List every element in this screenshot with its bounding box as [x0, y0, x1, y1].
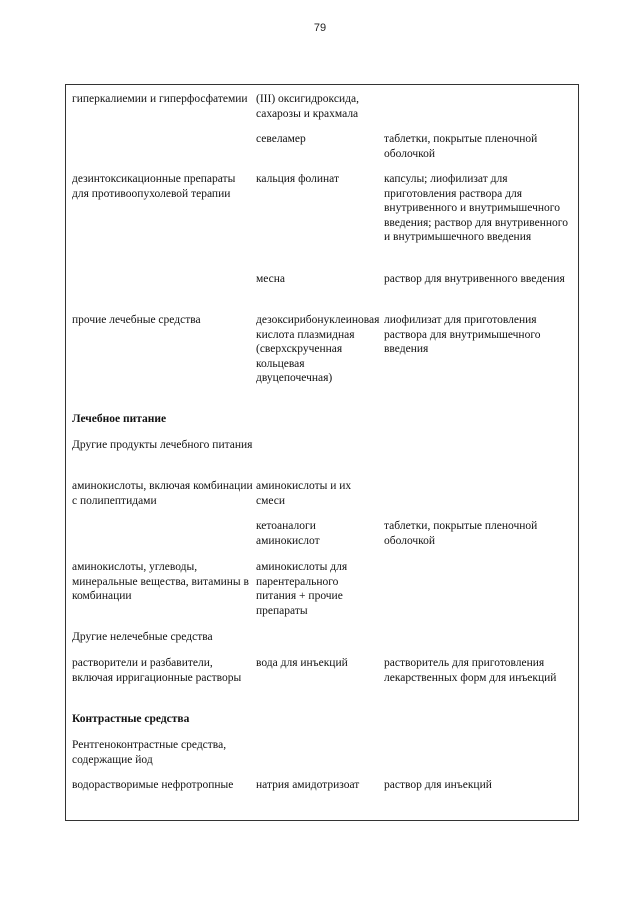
- cell-form: таблетки, покрытые пленочной оболочкой: [384, 520, 538, 547]
- cell-substance: аминокислоты и их смеси: [256, 480, 352, 507]
- cell-substance: аминокислоты для парентерального питания + прочие препараты: [256, 561, 348, 617]
- cell-substance: (III) оксигидроксида, сахарозы и крахмала: [256, 93, 359, 120]
- cell-form: раствор для внутривенного введения: [384, 273, 565, 285]
- cell-substance: вода для инъекций: [256, 657, 348, 669]
- cell-substance: севеламер: [256, 133, 306, 145]
- cell-group: Другие продукты лечебного питания: [72, 439, 253, 451]
- cell-group: прочие лечебные средства: [72, 314, 201, 326]
- page-number: 79: [313, 22, 327, 34]
- cell-substance: кетоаналоги аминокислот: [256, 520, 320, 547]
- cell-form: таблетки, покрытые пленочной оболочкой: [384, 133, 538, 160]
- section-heading: Лечебное питание: [72, 413, 167, 425]
- cell-substance: месна: [256, 273, 286, 285]
- cell-substance: дезоксирибонуклеиновая кислота плазмидная (сверхскрученная кольцевая двуцепочечная): [256, 314, 380, 384]
- cell-group: дезинтоксикационные препараты для противоопухолевой терапии: [72, 173, 236, 200]
- cell-group: Рентгеноконтрастные средства, содержащие йод: [72, 739, 227, 766]
- cell-group: аминокислоты, углеводы, минеральные вещества, витамины в комбинации: [72, 561, 249, 602]
- cell-group: водорастворимые нефротропные: [72, 779, 234, 791]
- cell-group: гиперкалиемии и гиперфосфатемии: [72, 93, 248, 105]
- section-heading: Контрастные средства: [72, 713, 190, 725]
- cell-form: капсулы; лиофилизат для приготовления раствора для внутривенного и внутримышечного введения; раствор для внутривенного и внутримышечного введения: [384, 173, 568, 243]
- cell-group: растворители и разбавители, включая ирригационные растворы: [72, 657, 242, 684]
- cell-form: растворитель для приготовления лекарственных форм для инъекций: [384, 657, 557, 684]
- cell-form: раствор для инъекций: [384, 779, 492, 791]
- cell-group: аминокислоты, включая комбинации с полипептидами: [72, 480, 253, 507]
- cell-form: лиофилизат для приготовления раствора для внутримышечного введения: [384, 314, 541, 355]
- cell-substance: кальция фолинат: [256, 173, 340, 185]
- cell-substance: натрия амидотризоат: [256, 779, 360, 791]
- cell-group: Другие нелечебные средства: [72, 631, 213, 643]
